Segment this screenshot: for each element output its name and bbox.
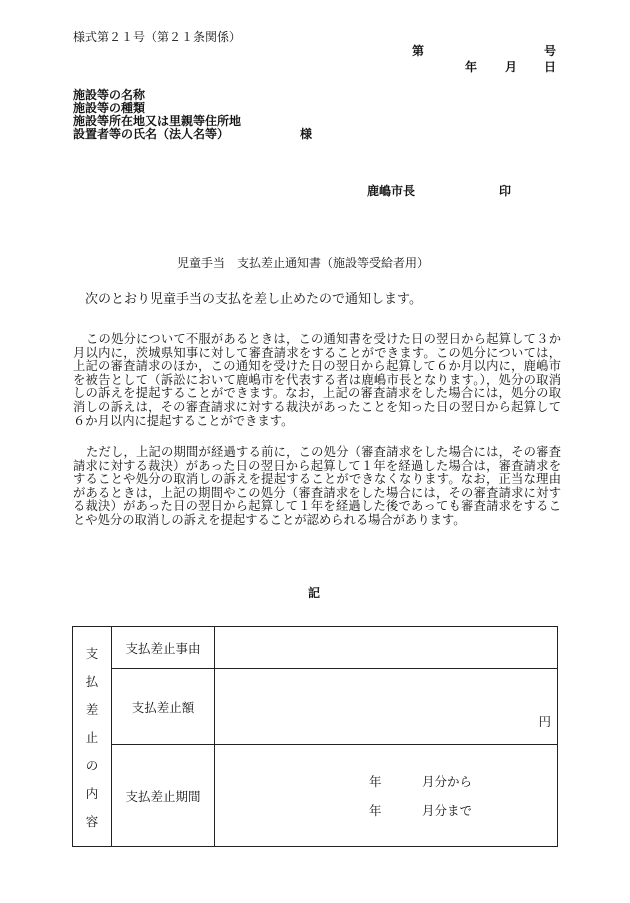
addressee-address: 施設等所在地又は里親等住所地: [73, 114, 242, 128]
period-value-cell: [215, 745, 558, 847]
period-label-cell: [112, 745, 215, 847]
side-label-char: の: [85, 757, 99, 773]
reason-label: 支払差止事由: [125, 640, 201, 656]
addressee-facility-type: 施設等の種類: [73, 101, 146, 115]
period-from-month: 月分から: [422, 774, 473, 789]
addressee-facility-name: 施設等の名称: [73, 88, 146, 102]
amount-value-cell: [215, 669, 558, 745]
period-to-year: 年: [369, 803, 382, 818]
doc-number-prefix: 第: [412, 44, 425, 58]
reason-label-cell: [112, 627, 215, 669]
amount-label-cell: [112, 669, 215, 745]
suspension-details-table: [72, 626, 558, 847]
date-day: 日: [544, 60, 557, 74]
addressee-owner-name: 設置者等の氏名（法人名等）: [73, 127, 230, 141]
side-label-char: 支: [85, 645, 99, 661]
side-label-char: 止: [85, 729, 99, 745]
document-title: 児童手当 支払差止通知書（施設等受給者用）: [177, 256, 430, 270]
doc-number-suffix: 号: [544, 44, 557, 58]
period-label: 支払差止期間: [125, 788, 201, 804]
side-label-char: 払: [85, 673, 99, 689]
form-number: 様式第２１号（第２１条関係）: [73, 30, 242, 44]
side-label-char: 容: [85, 813, 99, 829]
side-label-char: 内: [85, 785, 99, 801]
addressee-honorific: 様: [300, 127, 313, 141]
date-month: 月: [505, 60, 518, 74]
period-to-month: 月分まで: [422, 803, 473, 818]
body-paragraph-2: ただし，上記の期間が経過する前に，この処分（審査請求をした場合には，その審査請求に対する裁決）があった日の翌日から起算して１年を経過した場合は，審査請求をすることや処分の取消しの訴えを提起することができなくなります。なお，正当な理由があるときは，上記の期間やこの処分（審査請求をした場合には，その審査請求に対する裁決）があった日の翌日から起算して１年を経過した後であっても審査請求をすることや処分の取消しの訴えを提起することが認められる場合があります。: [73, 445, 561, 527]
side-label-cell: [73, 627, 112, 847]
lead-sentence: 次のとおり児童手当の支払を差し止めたので通知します。: [85, 292, 422, 307]
reason-value-cell: [215, 627, 558, 669]
ki-heading: 記: [308, 586, 321, 600]
side-label-char: 差: [85, 701, 99, 717]
body-paragraph-1: この処分について不服があるときは，この通知書を受けた日の翌日から起算して３か月以内に，茨城県知事に対して審査請求をすることができます。この処分については，上記の審査請求のほか，この通知を受けた日の翌日から起算して６か月以内に，鹿嶋市を被告として（訴訟において鹿嶋市を代表する者は鹿嶋市長となります。），処分の取消しの訴えを提起することができます。なお，上記の審査請求をした場合には，処分の取消しの訴えは，その審査請求に対する裁決があったことを知った日の翌日から起算して６か月以内に提起することができます。: [73, 332, 561, 428]
date-year: 年: [465, 60, 478, 74]
amount-unit: 円: [538, 714, 551, 729]
period-from-year: 年: [369, 774, 382, 789]
issuer-name: 鹿嶋市長: [367, 184, 416, 198]
amount-label: 支払差止額: [131, 699, 195, 715]
issuer-seal: 印: [499, 184, 512, 198]
